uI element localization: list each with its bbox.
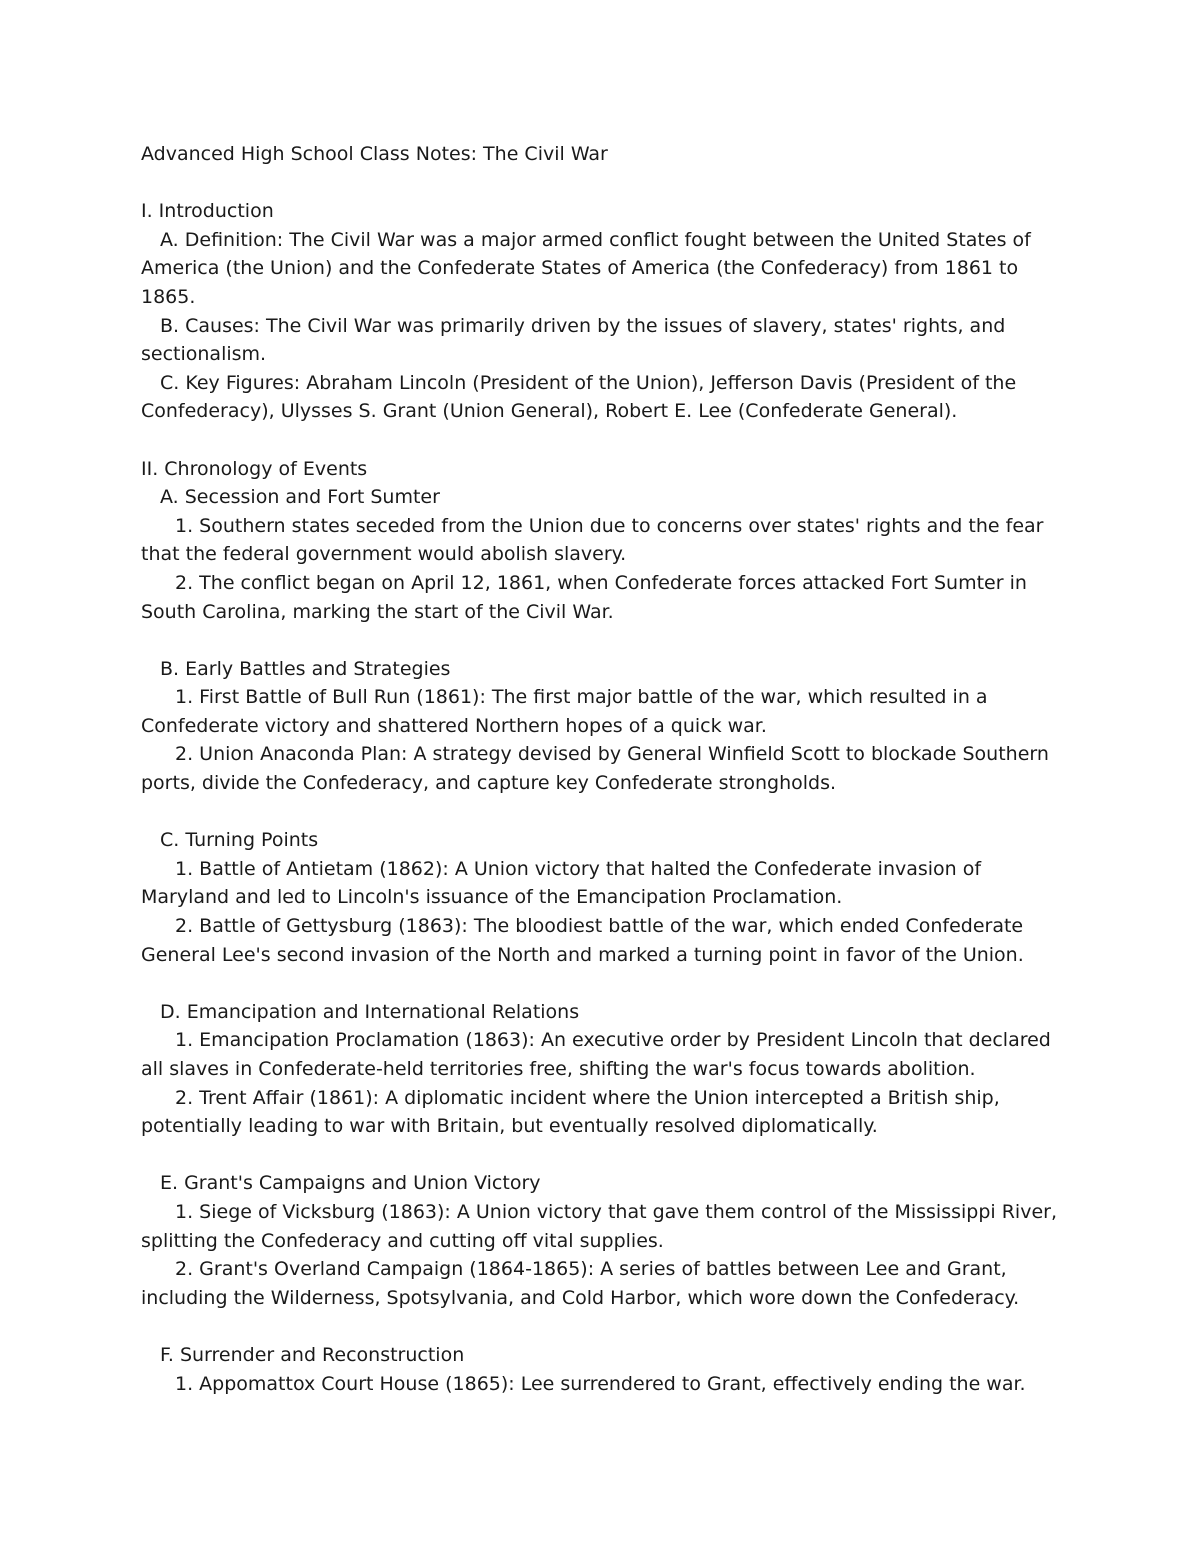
spacer [141,626,1071,655]
causes-text: sectionalism. [141,343,267,366]
definition-line [141,226,1071,255]
causes-text: The Civil War was primarily driven by the issues of slavery, states' rights, and [259,314,1006,337]
causes-line [141,312,1071,341]
document-title: Advanced High School Class Notes: The Civil War [141,143,608,165]
document-page [141,140,1071,1398]
list-item-text: including the Wilderness, Spotsylvania, and Cold Harbor, which wore down the Confederacy. [141,1286,1020,1309]
list-item-text: 1. Battle of Antietam (1862): A Union victory that halted the Confederate invasion of [175,857,982,880]
spacer [141,169,1071,198]
subsection-heading-grants-campaigns: E. Grant's Campaigns and Union Victory [160,1172,541,1195]
definition-label: A. Definition: [160,228,284,251]
subsection-heading-secession: A. Secession and Fort Sumter [160,486,440,509]
section-heading-chronology: II. Chronology of Events [141,457,368,480]
list-item-text: ports, divide the Confederacy, and capture key Confederate strongholds. [141,772,837,795]
spacer [141,1312,1071,1341]
list-item-text: 1. Emancipation Proclamation (1863): An executive order by President Lincoln that declared [175,1029,1051,1052]
list-item-text: 2. The conflict began on April 12, 1861, when Confederate forces attacked Fort Sumter in [175,571,1027,594]
spacer [141,1141,1071,1170]
list-item-text: splitting the Confederacy and cutting off vital supplies. [141,1229,664,1252]
list-item-text: 1. Siege of Vicksburg (1863): A Union victory that gave them control of the Mississippi River, [175,1200,1057,1223]
list-item-text: Confederate victory and shattered Northern hopes of a quick war. [141,714,767,737]
definition-text: America (the Union) and the Confederate States of America (the Confederacy) from 1861 to [141,257,1019,280]
list-item-text: potentially leading to war with Britain, but eventually resolved diplomatically. [141,1115,878,1138]
spacer [141,798,1071,827]
key-figures-text: Abraham Lincoln (President of the Union), Jefferson Davis (President of the [300,371,1017,394]
list-item-text: General Lee's second invasion of the North and marked a turning point in favor of the Union. [141,943,1024,966]
list-item-text: Maryland and led to Lincoln's issuance of the Emancipation Proclamation. [141,886,843,909]
list-item-text: 1. Southern states seceded from the Union due to concerns over states' rights and the fear [175,514,1044,537]
list-item-text: 2. Grant's Overland Campaign (1864-1865): A series of battles between Lee and Grant, [175,1258,1007,1281]
causes-label: B. Causes: [160,314,260,337]
key-figures-line [141,369,1071,398]
section-heading-introduction: I. Introduction [141,200,274,223]
list-item-text: 1. Appomattox Court House (1865): Lee surrendered to Grant, effectively ending the war. [175,1372,1026,1395]
subsection-heading-emancipation: D. Emancipation and International Relations [160,1000,580,1023]
key-figures-label: C. Key Figures: [160,371,301,394]
list-item-text: 2. Trent Affair (1861): A diplomatic incident where the Union intercepted a British ship, [175,1086,1000,1109]
spacer [141,969,1071,998]
definition-text: 1865. [141,285,196,308]
list-item-text: 2. Battle of Gettysburg (1863): The bloodiest battle of the war, which ended Confederate [175,915,1024,938]
key-figures-text: Confederacy), Ulysses S. Grant (Union General), Robert E. Lee (Confederate General). [141,400,958,423]
subsection-heading-turning-points: C. Turning Points [160,829,319,852]
list-item-text: that the federal government would abolish slavery. [141,543,627,566]
subsection-heading-surrender: F. Surrender and Reconstruction [160,1343,465,1366]
list-item-text: 2. Union Anaconda Plan: A strategy devised by General Winfield Scott to blockade Southern [175,743,1049,766]
spacer [141,426,1071,455]
list-item-text: 1. First Battle of Bull Run (1861): The first major battle of the war, which resulted in a [175,686,988,709]
list-item-text: South Carolina, marking the start of the Civil War. [141,600,614,623]
definition-text: The Civil War was a major armed conflict fought between the United States of [283,228,1031,251]
subsection-heading-early-battles: B. Early Battles and Strategies [160,657,451,680]
list-item-text: all slaves in Confederate-held territories free, shifting the war's focus towards abolition. [141,1058,976,1080]
